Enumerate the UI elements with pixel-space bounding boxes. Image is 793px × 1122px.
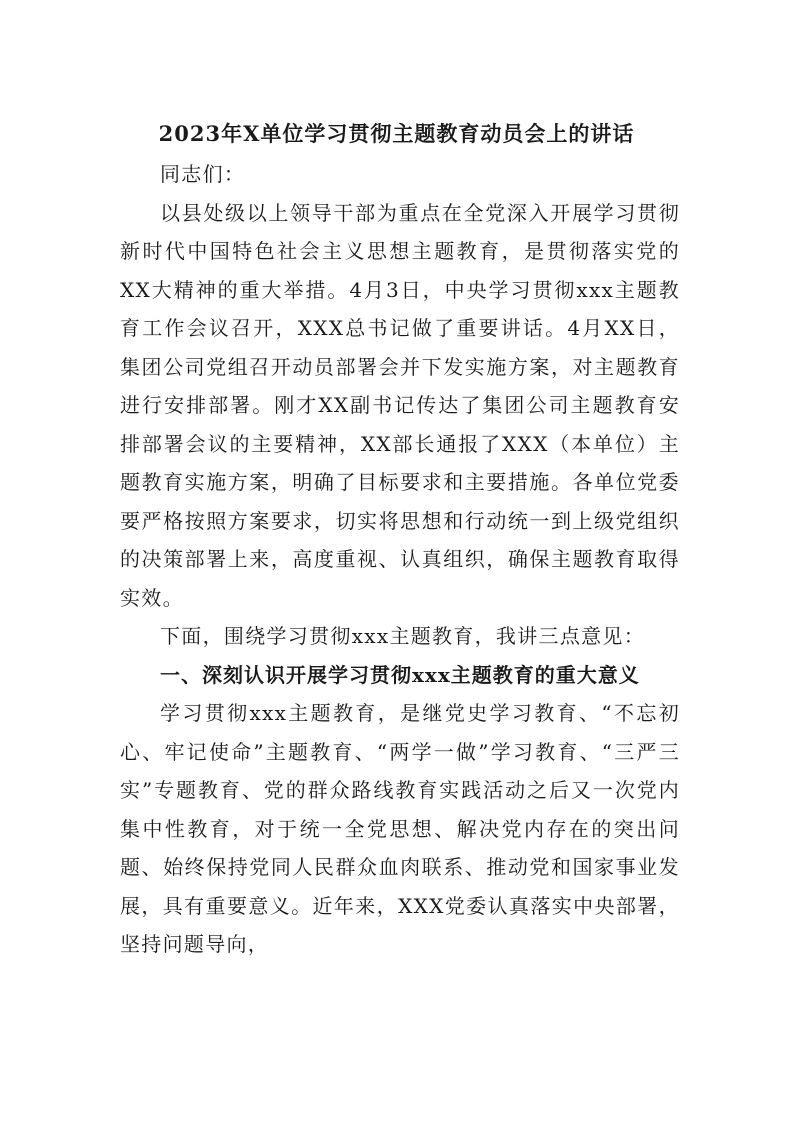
paragraph-outline: 下面，围绕学习贯彻xxx主题教育，我讲三点意见： (160, 624, 646, 648)
document-title: 2023年X单位学习贯彻主题教育动员会上的讲话 (158, 121, 635, 146)
paragraph-intro: 以县处级以上领导干部为重点在全党深入开展学习贯彻新时代中国特色社会主义思想主题教育，是贯彻落实党的XX大精神的重大举措。4月3日，中央学习贯彻xxx主题教育工作会议召开，XXX总书记做了重要讲话。4月XX日，集团公司党组召开动员部署会并下发实施方案，对主题教育进行安排部署。刚才XX副书记传达了集团公司主题教育安排部署会议的主要精神，XX部长通报了XXX（本单位）主题教育实施方案，明确了目标要求和主要措施。各单位党委要严格按照方案要求，切实将思想和行动统一到上级党组织的决策部署上来，高度重视、认真组织，确保主题教育取得实效。 (120, 200, 680, 610)
salutation: 同志们： (160, 162, 246, 186)
paragraph-section-one: 学习贯彻xxx主题教育，是继党史学习教育、“不忘初心、牢记使命”主题教育、“两学一做”学习教育、“三严三实”专题教育、党的群众路线教育实践活动之后又一次党内集中性教育，对于统一全党思想、解决党内存在的突出问题、始终保持党同人民群众血肉联系、推动党和国家事业发展，具有重要意义。近年来，XXX党委认真落实中央部署，坚持问题导向， (120, 701, 680, 956)
section-heading: 一、深刻认识开展学习贯彻xxx主题教育的重大意义 (160, 662, 640, 687)
document-body (120, 155, 680, 964)
